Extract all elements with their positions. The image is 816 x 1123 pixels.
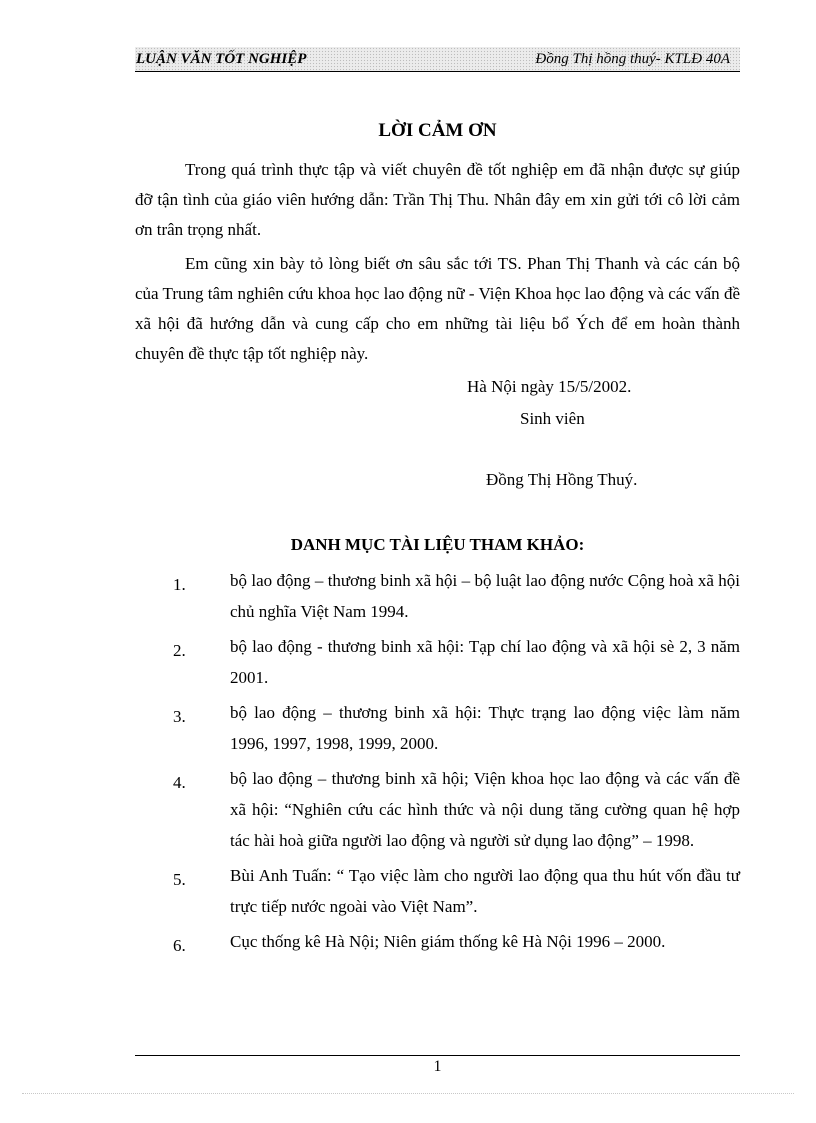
- reference-text: Bùi Anh Tuấn: “ Tạo việc làm cho người lao động qua thu hút vốn đầu tư trực tiếp nước ngoài vào Việt Nam”.: [230, 866, 740, 916]
- reference-number: 6.: [173, 936, 186, 955]
- reference-number: 5.: [173, 870, 186, 889]
- reference-text: bộ lao động – thương binh xã hội; Viện khoa học lao động và các vấn đề xã hội: “Nghiên cứu các hình thức và nội dung tăng cường quan hệ hợp tác hài hoà giữa người lao động và người sử dụng lao động” – 1998.: [230, 769, 740, 850]
- signature-role: Sinh viên: [520, 409, 585, 428]
- references-title: DANH MỤC TÀI LIỆU THAM KHẢO:: [290, 535, 585, 554]
- reference-text: bộ lao động – thương binh xã hội: Thực trạng lao động việc làm năm 1996, 1997, 1998, 1999, 2000.: [230, 703, 740, 753]
- reference-number: 2.: [173, 641, 186, 660]
- reference-item: [135, 697, 740, 759]
- reference-text: bộ lao động – thương binh xã hội – bộ luật lao động nước Cộng hoà xã hội chủ nghĩa Việt Nam 1994.: [230, 571, 740, 621]
- reference-item: [135, 926, 740, 961]
- acknowledgement-paragraph: Trong quá trình thực tập và viết chuyên đề tốt nghiệp em đã nhận được sự giúp đỡ tận tình của giáo viên hướng dẫn: Trần Thị Thu. Nhân đây em xin gửi tới cô lời cảm ơn trân trọng nhất.: [135, 160, 740, 239]
- header-title: LUẬN VĂN TỐT NGHIỆP: [136, 50, 307, 67]
- reference-item: [135, 860, 740, 922]
- page-header: [135, 47, 740, 72]
- reference-number: 4.: [173, 773, 186, 792]
- reference-text: bộ lao động - thương binh xã hội: Tạp chí lao động và xã hội sè 2, 3 năm 2001.: [230, 637, 740, 687]
- signature-date: Hà Nội ngày 15/5/2002.: [467, 377, 632, 396]
- reference-item: [135, 565, 740, 627]
- reference-item: [135, 631, 740, 693]
- acknowledgement-paragraph: Em cũng xin bày tỏ lòng biết ơn sâu sắc tới TS. Phan Thị Thanh và các cán bộ của Trung tâm nghiên cứu khoa học lao động nữ - Viện Khoa học lao động và các vấn đề xã hội đã hướng dẫn và cung cấp cho em những tài liệu bổ Ých để em hoàn thành chuyên đề thực tập tốt nghiệp này.: [135, 254, 740, 363]
- references-list: [135, 565, 740, 965]
- reference-number: 1.: [173, 575, 186, 594]
- footer-divider: [135, 1055, 740, 1056]
- reference-item: [135, 763, 740, 856]
- page-edge-divider: [22, 1093, 794, 1094]
- reference-number: 3.: [173, 707, 186, 726]
- reference-text: Cục thống kê Hà Nội; Niên giám thống kê Hà Nội 1996 – 2000.: [230, 932, 666, 951]
- signature-name: Đồng Thị Hồng Thuý.: [486, 470, 638, 489]
- header-author: Đồng Thị hồng thuý- KTLĐ 40A: [535, 50, 730, 67]
- page-number: 1: [433, 1058, 442, 1075]
- acknowledgement-title: LỜI CẢM ƠN: [378, 120, 497, 141]
